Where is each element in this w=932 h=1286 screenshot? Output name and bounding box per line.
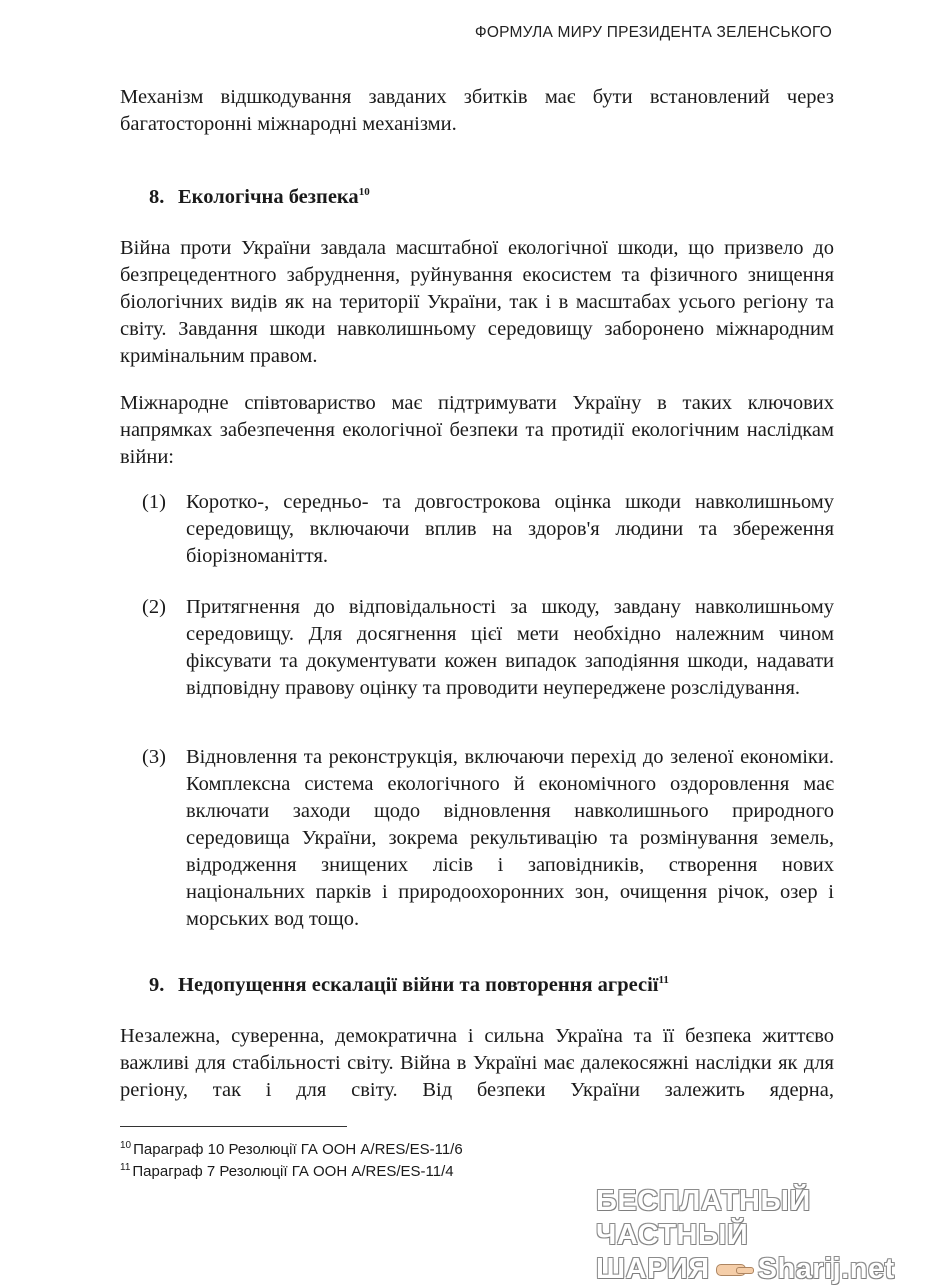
footnote-divider [120, 1126, 347, 1127]
section-8-footnote-ref: 10 [358, 186, 370, 199]
section-9-title: Недопущення ескалації війни та повторення агресії [178, 974, 659, 996]
section-9-paragraph-1: Незалежна, суверенна, демократична і сильна Україна та її безпека життєво важливі для стабільності світу. Війна в Україні має далекосяжні наслідки як для регіону, так і для світу. Від безпеки України залежить ядерна, [120, 1025, 834, 1101]
watermark [596, 1184, 916, 1286]
watermark-text-left: ШАРИЯ [596, 1253, 710, 1285]
list-item-marker: (1) [142, 491, 166, 513]
list-item-marker: (2) [142, 596, 166, 618]
section-9-footnote-ref: 11 [658, 974, 669, 987]
footnote-11 [120, 1162, 454, 1182]
watermark-line-2 [596, 1252, 916, 1286]
document-header: ФОРМУЛА МИРУ ПРЕЗИДЕНТА ЗЕЛЕНСЬКОГО [474, 24, 832, 41]
footnote-ref: 10 [120, 1140, 132, 1151]
section-9-number: 9. [149, 974, 165, 996]
list-item-text: Притягнення до відповідальності за шкоду, завдану навколишньому середовищу. Для досягнення цієї мети необхідно належним чином фіксувати та документувати кожен випадок заподіяння шкоди, надавати відповідну правову оцінку та проводити неупереджене розслідування. [186, 596, 834, 699]
section-8-number: 8. [149, 186, 165, 208]
watermark-text-right: Sharij.net [757, 1253, 895, 1285]
section-8-title: Екологічна безпека [178, 186, 359, 208]
section-8-heading [149, 184, 370, 211]
footnote-ref: 11 [120, 1162, 131, 1173]
list-item-marker: (3) [142, 746, 166, 768]
footnote-text: Параграф 7 Резолюції ГА ООН A/RES/ES-11/4 [132, 1163, 454, 1180]
list-item-text: Відновлення та реконструкція, включаючи перехід до зеленої економіки. Комплексна система екологічного й економічного оздоровлення має включати заходи щодо відновлення навколишнього природного середовища України, зокрема рекультивацію та розмінування земель, відродження знищених лісів і заповідників, створення нових національних парків і природоохоронних зон, очищення річок, озер і морських вод тощо. [186, 746, 834, 930]
intro-paragraph: Механізм відшкодування завданих збитків має бути встановлений через багатосторонні міжнародні механізми. [120, 86, 834, 135]
footnote-text: Параграф 10 Резолюції ГА ООН A/RES/ES-11/6 [133, 1141, 463, 1158]
list-item-text: Коротко-, середньо- та довгострокова оцінка шкоди навколишньому середовищу, включаючи вплив на здоров'я людини та збереження біорізноманіття. [186, 491, 834, 567]
footnote-10 [120, 1140, 463, 1160]
section-9-heading [149, 972, 669, 999]
watermark-line-1: БЕСПЛАТНЫЙ ЧАСТНЫЙ [596, 1185, 811, 1251]
pointing-hand-icon [714, 1258, 754, 1280]
section-8-paragraph-1: Війна проти України завдала масштабної екологічної шкоди, що призвело до безпрецедентного забруднення, руйнування екосистем та фізичного знищення біологічних видів як на території України, так і в масштабах усього регіону та світу. Завдання шкоди навколишньому середовищу заборонено міжнародним кримінальним правом. [120, 237, 834, 367]
section-8-paragraph-2: Міжнародне співтовариство має підтримувати Україну в таких ключових напрямках забезпечення екологічної безпеки та протидії екологічним наслідкам війни: [120, 392, 834, 468]
